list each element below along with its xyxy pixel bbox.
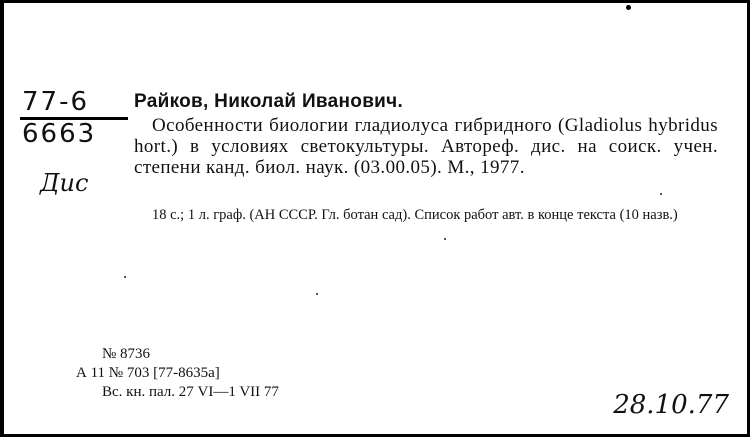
handwritten-date-signature: 28.10.77 [613, 390, 729, 420]
book-chamber-note: Вс. кн. пал. 27 VI—1 VII 77 [102, 384, 279, 400]
speck [124, 276, 126, 278]
record-number: А 11 № 703 [77-8635а] [76, 365, 220, 381]
call-number-top: 77-6 [22, 87, 90, 117]
call-number-bottom: 6663 [22, 119, 97, 149]
physical-description: 18 с.; 1 л. граф. (АН СССР. Гл. ботан сад). Список работ авт. в конце текста (10 назв.) [152, 207, 678, 223]
title-description: Особенности биологии гладиолуса гибридного (Gladiolus hybridus hort.) в условиях светокультуры. Автореф. дис. на соиск. учен. степени канд. биол. наук. (03.00.05). М., 1977. [134, 115, 718, 178]
speck [444, 238, 446, 240]
accession-number: № 8736 [102, 346, 151, 362]
author-heading: Райков, Николай Иванович. [134, 91, 404, 112]
speck [660, 193, 662, 195]
speck [316, 293, 318, 295]
handwritten-mark: Дис [40, 169, 89, 197]
ink-dot [626, 5, 631, 10]
